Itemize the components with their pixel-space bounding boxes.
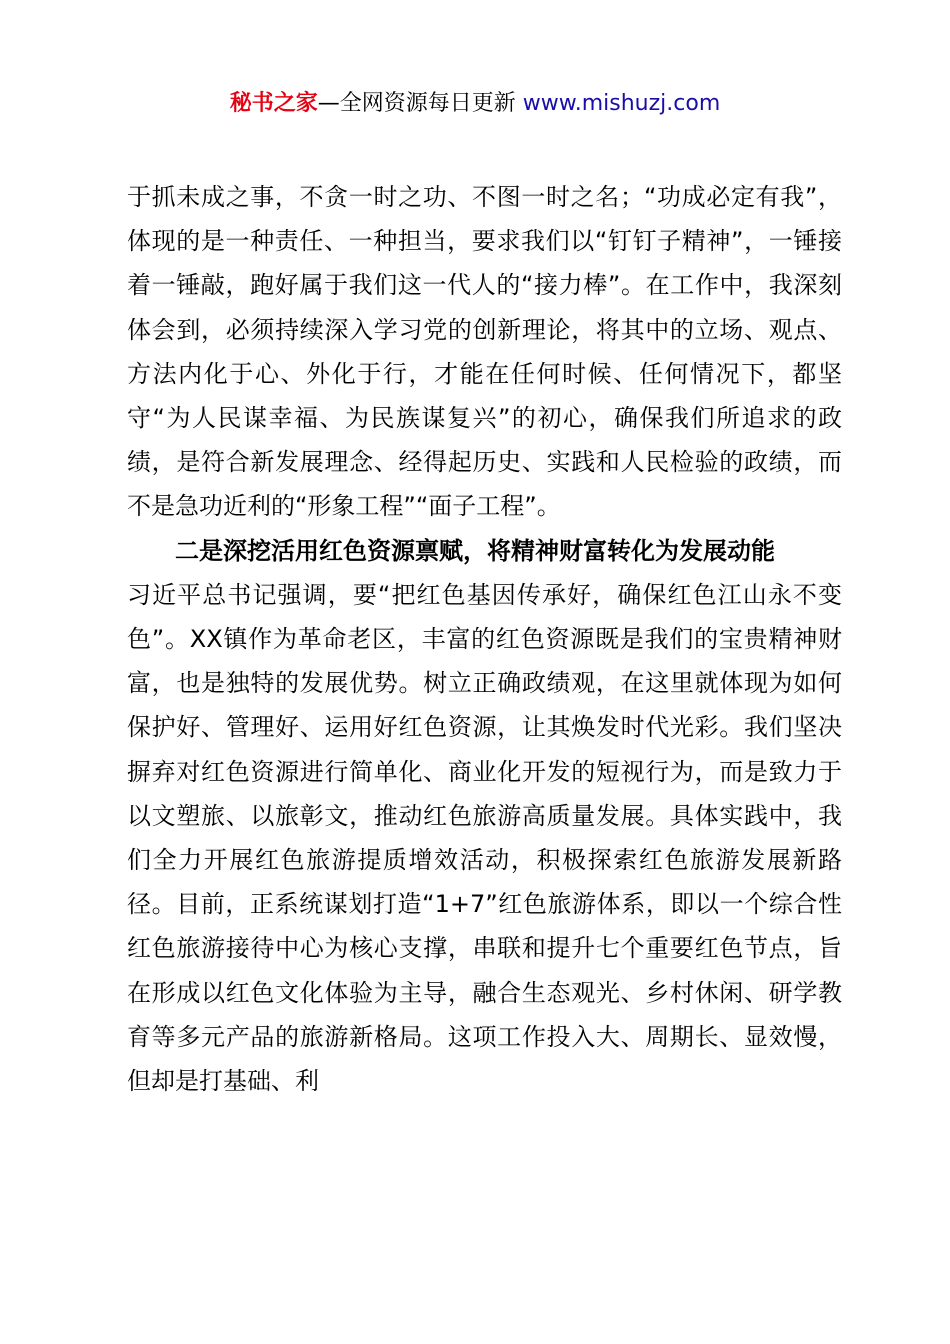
body-paragraph: 习近平总书记强调，要“把红色基因传承好，确保红色江山永不变色”。XX镇作为革命老区，丰富的红色资源既是我们的宝贵精神财富，也是独特的发展优势。树立正确政绩观，在这里就体现为如何保护好、管理好、运用好红色资源，让其焕发时代光彩。我们坚决摒弃对红色资源进行简单化、商业化开发的短视行为，而是致力于以文塑旅、以旅彰文，推动红色旅游高质量发展。具体实践中，我们全力开展红色旅游提质增效活动，积极探索红色旅游发展新路径。目前，正系统谋划打造“1+7”红色旅游体系，即以一个综合性红色旅游接待中心为核心支撑，串联和提升七个重要红色节点，旨在形成以红色文化体验为主导，融合生态观光、乡村休闲、研学教育等多元产品的旅游新格局。这项工作投入大、周期长、显效慢，但却是打基础、利 bbox=[127, 580, 842, 1096]
section-heading: 二是深挖活用红色资源禀赋，将精神财富转化为发展动能 bbox=[175, 536, 775, 565]
website-link[interactable]: www.mishuzj.com bbox=[522, 91, 721, 116]
body-paragraph: 于抓未成之事，不贪一时之功、不图一时之名；“功成必定有我”，体现的是一种责任、一种担当，要求我们以“钉钉子精神”，一锤接着一锤敲，跑好属于我们这一代人的“接力棒”。在工作中，我深刻体会到，必须持续深入学习党的创新理论，将其中的立场、观点、方法内化于心、外化于行，才能在任何时候、任何情况下，都坚守“为人民谋幸福、为民族谋复兴”的初心，确保我们所追求的政绩，是符合新发展理念、经得起历史、实践和人民检验的政绩，而不是急功近利的“形象工程”“面子工程”。 bbox=[127, 183, 842, 521]
page-header bbox=[0, 88, 950, 120]
brand-name: 秘书之家 bbox=[229, 91, 318, 116]
document-body bbox=[127, 175, 842, 1103]
header-tagline: —全网资源每日更新 bbox=[317, 91, 523, 116]
